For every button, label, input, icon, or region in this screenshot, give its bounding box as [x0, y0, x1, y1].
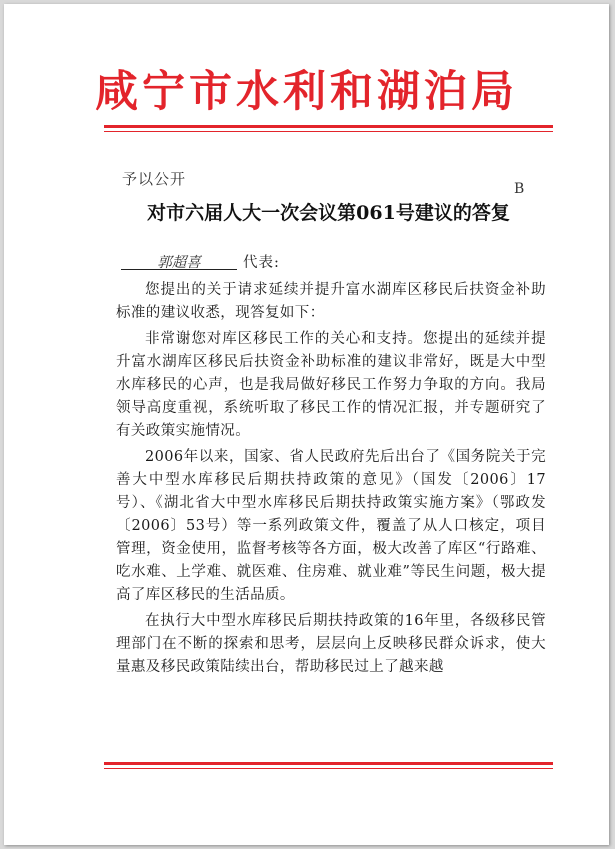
addressee-name: 郭超喜 — [121, 251, 237, 270]
document-title: 对市六届人大一次会议第061号建议的答复 — [147, 202, 510, 224]
paragraph: 2006年以来，国家、省人民政府先后出台了《国务院关于完善大中型水库移民后期扶持政策的意见》（国发〔2006〕17号）、《湖北省大中型水库移民后期扶持政策实施方案》（鄂政发〔2006〕53号）等一系列政策文件，覆盖了从人口核定，项目管理，资金使用，监督考核等各方面，极大改善了库区“行路难、吃水难、上学难、就医难、住房难、就业难”等民生问题，极大提高了库区移民的生活品质。 — [116, 449, 546, 603]
document-page — [4, 4, 609, 845]
letterhead-title: 咸宁市水利和湖泊局 — [95, 67, 518, 117]
paragraph: 非常谢您对库区移民工作的关心和支持。您提出的延续并提升富水湖库区移民后扶资金补助标准的建议非常好，既是大中型水库移民的心声，也是我局做好移民工作努力争取的方向。我局领导高度重视，系统听取了移民工作的情况汇报，并专题研究了有关政策实施情况。 — [116, 331, 546, 439]
addressee-suffix: 代表: — [243, 255, 280, 271]
paragraph: 您提出的关于请求延续并提升富水湖库区移民后扶资金补助标准的建议收悉，现答复如下： — [116, 282, 546, 321]
addressee-line — [121, 251, 541, 271]
letterhead-rule-thin — [104, 131, 553, 132]
footer-rule-thick — [104, 762, 553, 765]
letterhead-rule-thick — [104, 125, 553, 128]
document-body — [116, 279, 546, 682]
footer-rule-thin — [104, 768, 553, 769]
handwritten-note: 予以公开 — [122, 170, 187, 188]
corner-mark: B — [514, 181, 525, 197]
paragraph: 在执行大中型水库移民后期扶持政策的16年里，各级移民管理部门在不断的探索和思考，层层向上反映移民群众诉求，使大量惠及移民政策陆续出台，帮助移民过上了越来越 — [116, 613, 546, 675]
